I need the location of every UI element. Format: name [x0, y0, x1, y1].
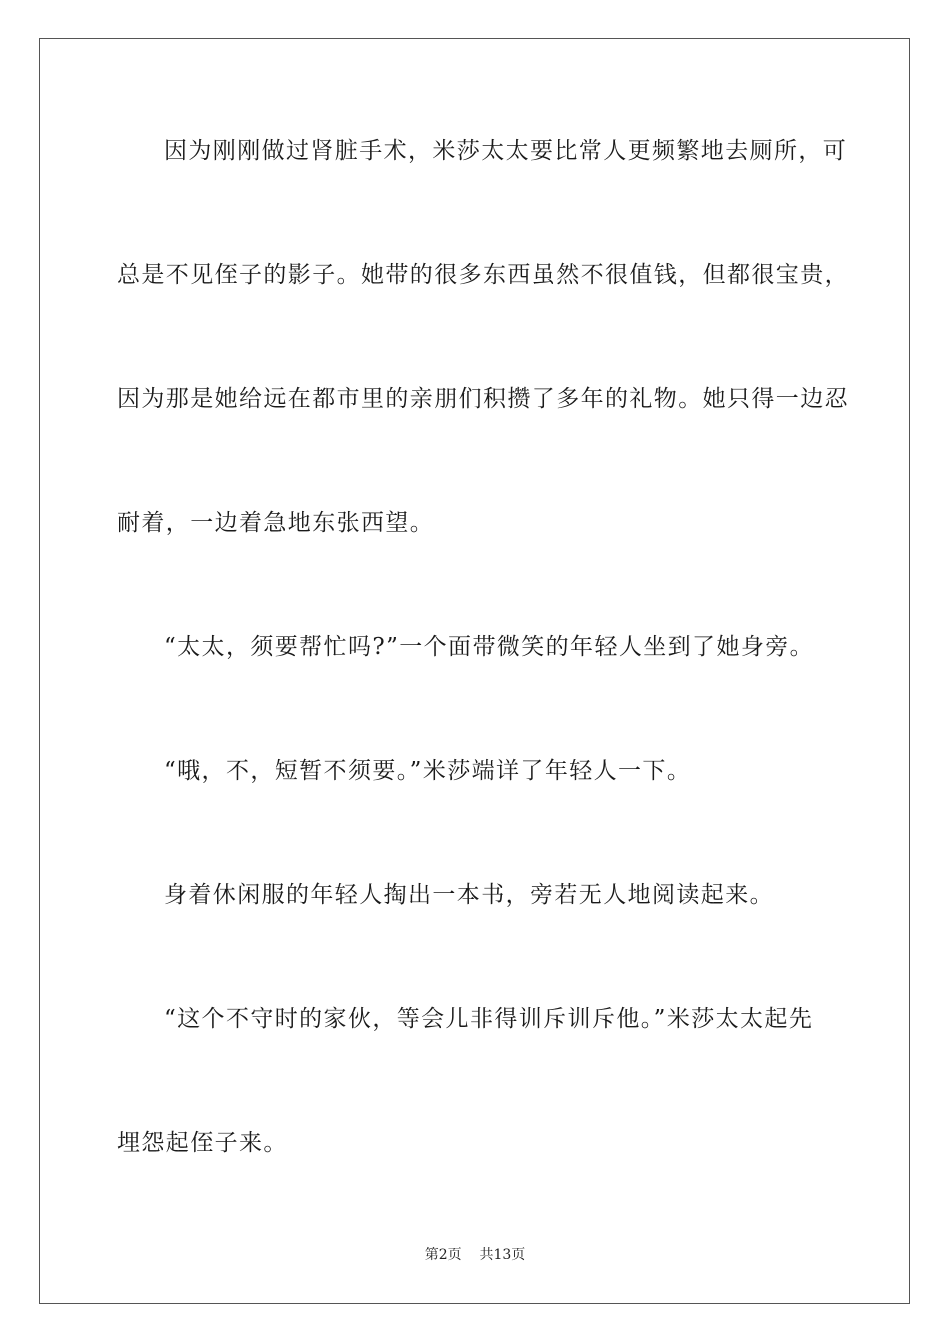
total-label-prefix: 共: [479, 1247, 494, 1263]
text-line: “这个不守时的家伙，等会儿非得训斥训斥他。”米莎太太起先: [164, 1006, 814, 1032]
total-page-number: 13: [493, 1247, 512, 1263]
text-line: 总是不见侄子的影子。她带的很多东西虽然不很值钱，但都很宝贵，: [117, 262, 849, 288]
text-line: 埋怨起侄子来。: [117, 1130, 288, 1156]
current-page-number: 2: [438, 1247, 448, 1263]
text-line: 耐着，一边着急地东张西望。: [117, 510, 435, 536]
total-label-suffix: 页: [511, 1247, 526, 1263]
page-footer: [0, 1246, 950, 1264]
text-line: “太太，须要帮忙吗?”一个面带微笑的年轻人坐到了她身旁。: [164, 634, 815, 660]
text-line: 因为那是她给远在都市里的亲朋们积攒了多年的礼物。她只得一边忍: [117, 386, 849, 412]
page-frame: [39, 38, 910, 1304]
text-line: 因为刚刚做过肾脏手术，米莎太太要比常人更频繁地去厕所，可: [164, 138, 848, 164]
text-line: “哦，不，短暂不须要。”米莎端详了年轻人一下。: [164, 758, 692, 784]
footer-spacer: [462, 1247, 480, 1263]
page-label-prefix: 第: [424, 1247, 439, 1263]
page-label-suffix: 页: [447, 1247, 462, 1263]
text-line: 身着休闲服的年轻人掏出一本书，旁若无人地阅读起来。: [164, 882, 774, 908]
